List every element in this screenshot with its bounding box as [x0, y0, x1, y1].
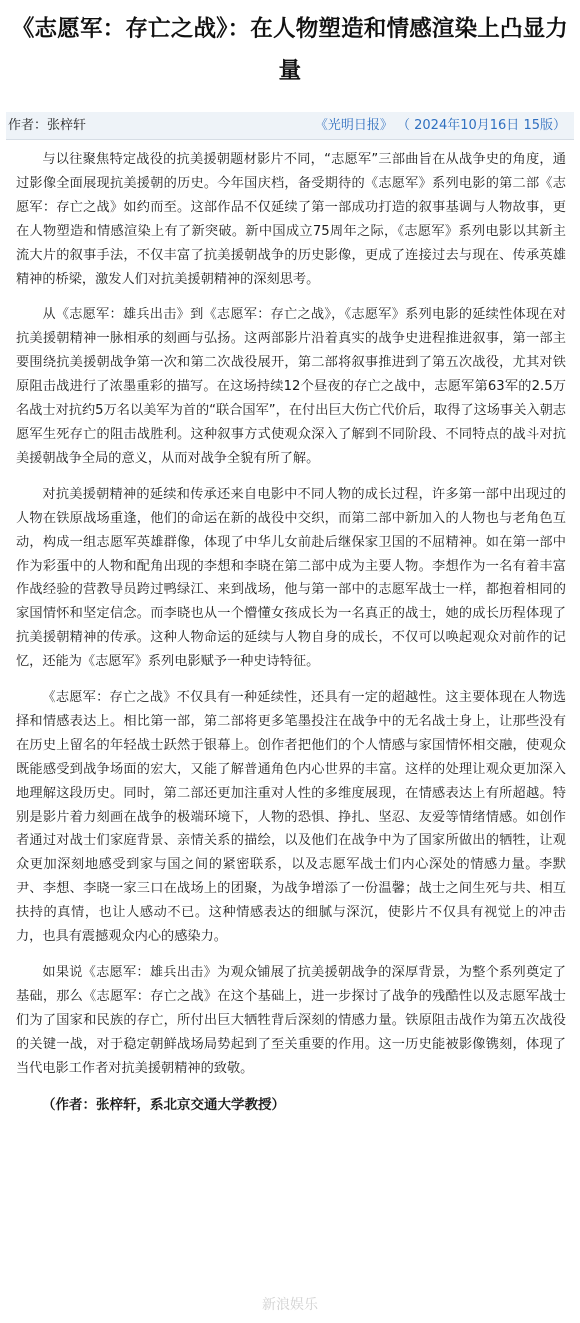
article-title: 《志愿军：存亡之战》：在人物塑造和情感渲染上凸显力量: [11, 16, 569, 84]
article-meta-bar: [6, 112, 574, 140]
author-signature: （作者：张梓轩，系北京交通大学教授）: [42, 1096, 285, 1113]
article-paragraph-4: 《志愿军：存亡之战》不仅具有一种延续性，还具有一定的超越性。这主要体现在人物选择和情感表达上。相比第一部，第二部将更多笔墨投注在战争中的无名战士身上，让那些没有在历史上留名的年轻战士跃然于银幕上。创作者把他们的个人情感与家国情怀相交融，使观众既能感受到战争场面的宏大，又能了解普通角色内心世界的丰富。这样的处理让观众更加深入地理解这段历史。同时，第二部还更加注重对人性的多维度展现，在情感表达上有所超越。特别是影片着力刻画在战争的极端环境下，人物的恐惧、挣扎、坚忍、友爱等情绪情感。如创作者通过对战士们家庭背景、亲情关系的描绘，以及他们在战争中为了国家所做出的牺牲，让观众更加深刻地感受到家与国之间的紧密联系，以及志愿军战士们内心深处的情感力量。李默尹、李想、李晓一家三口在战场上的团聚，为战争增添了一份温馨；战士之间生死与共、相互扶持的真情，也让人感动不已。这种情感表达的细腻与深沉，使影片不仅具有视觉上的冲击力，也具有震撼观众内心的感染力。: [16, 690, 566, 945]
article-paragraph-2: 从《志愿军：雄兵出击》到《志愿军：存亡之战》，《志愿军》系列电影的延续性体现在对抗美援朝精神一脉相承的刻画与弘扬。这两部影片沿着真实的战争史进程推进叙事，第一部主要围绕抗美援朝战争第一次和第二次战役展开，第二部将叙事推进到了第五次战役，尤其对铁原阻击战进行了浓墨重彩的描写。在这场持续12个昼夜的存亡之战中，志愿军第63军的2.5万名战士对抗约5万名以美军为首的“联合国军”，在付出巨大伤亡代价后，取得了这场事关入朝志愿军生死存亡的阻击战胜利。这种叙事方式使观众深入了解到不同阶段、不同特点的战斗对抗美援朝战争全局的意义，从而对战争全貌有所了解。: [16, 307, 566, 466]
author-label: 作者：张梓轩: [8, 118, 87, 133]
source-date: （ 2024年10月16日: [397, 118, 520, 133]
sina-entertainment-watermark: 新浪娱乐: [262, 1297, 318, 1313]
article-paragraph-5: 如果说《志愿军：雄兵出击》为观众铺展了抗美援朝战争的深厚背景，为整个系列奠定了基础，那么《志愿军：存亡之战》在这个基础上，进一步探讨了战争的残酷性以及志愿军战士们为了国家和民族的存亡，所付出巨大牺牲背后深刻的情感力量。铁原阻击战作为第五次战役的关键一战，对于稳定朝鲜战场局势起到了至关重要的作用。这一历史能被影像镌刻，体现了当代电影工作者对抗美援朝精神的致敬。: [16, 965, 566, 1076]
source-info: [315, 112, 566, 140]
article-paragraph-1: 与以往聚焦特定战役的抗美援朝题材影片不同，“志愿军”三部曲旨在从战争史的角度，通过影像全面展现抗美援朝的历史。今年国庆档，备受期待的《志愿军》系列电影的第二部《志愿军：存亡之战》如约而至。这部作品不仅延续了第一部成功打造的叙事基调与人物故事，更在人物塑造和情感渲染上有了新突破。新中国成立75周年之际，《志愿军》系列电影以其新主流大片的叙事手法，不仅丰富了抗美援朝战争的历史影像，更成了连接过去与现在、传承英雄精神的桥梁，激发人们对抗美援朝精神的深刻思考。: [16, 152, 566, 287]
source-name-link[interactable]: 《光明日报》: [314, 118, 393, 133]
article-body: [16, 148, 566, 1117]
source-page: 15版）: [523, 118, 566, 133]
article-paragraph-3: 对抗美援朝精神的延续和传承还来自电影中不同人物的成长过程，许多第一部中出现过的人物在铁原战场重逢，他们的命运在新的战役中交织，而第二部中新加入的人物也与老角色互动，构成一组志愿军英雄群像，体现了中华儿女前赴后继保家卫国的不屈精神。如在第一部中作为彩蛋中的人物和配角出现的李想和李晓在第二部中成为主要人物。李想作为一名有着丰富作战经验的营教导员跨过鸭绿江、来到战场，他与第一部中的志愿军战士一样，都抱着相同的家国情怀和坚定信念。而李晓也从一个懵懂女孩成长为一名真正的战士，她的成长历程体现了抗美援朝精神的传承。这种人物命运的延续与人物自身的成长，不仅可以唤起观众对前作的记忆，还能为《志愿军》系列电影赋予一种史诗特征。: [16, 486, 566, 670]
